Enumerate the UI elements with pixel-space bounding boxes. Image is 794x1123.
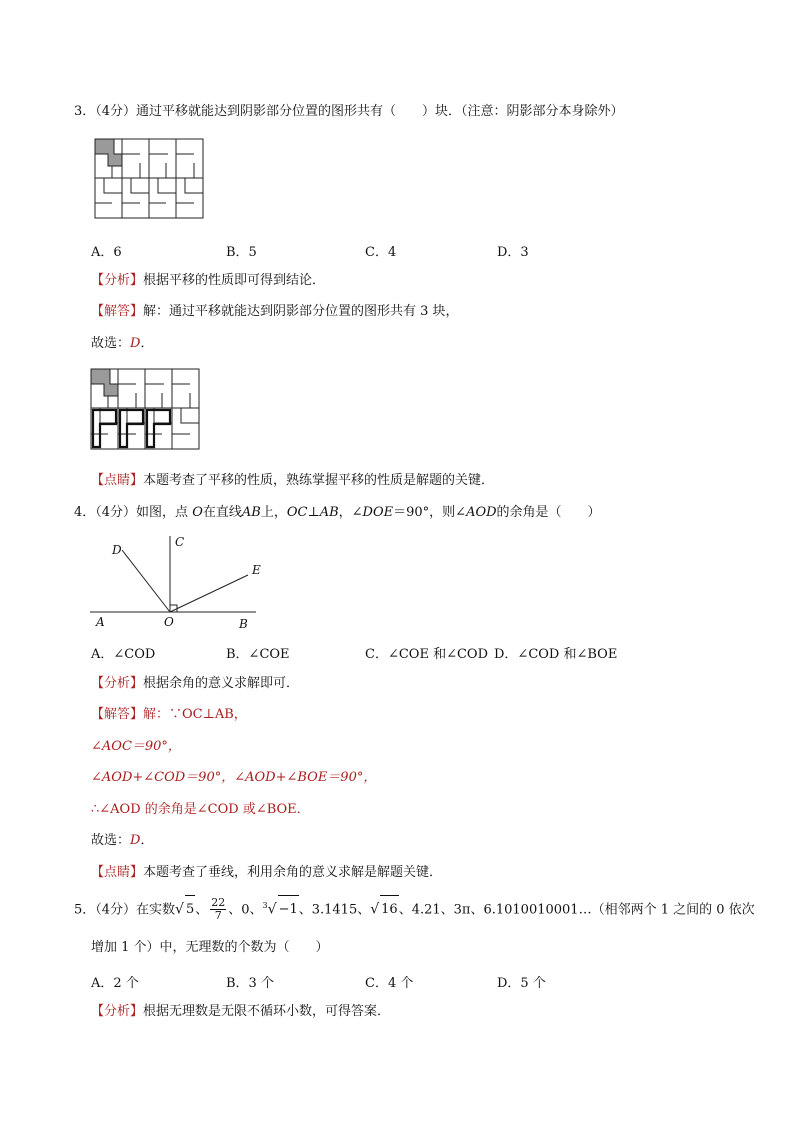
label-d: D [112, 543, 122, 557]
cbrt-index: 3 [262, 901, 268, 910]
q4-answer-line-3: ∠AOD+∠COD＝90°，∠AOD+∠BOE＝90°， [91, 770, 377, 785]
answer-tag: 【解答】 [91, 304, 144, 319]
q4-option-b: B．∠COE [226, 647, 290, 662]
fraction-22-7: $\frac{22}{7}$ [211, 896, 226, 923]
q3-analysis [91, 272, 325, 290]
q4-analysis [91, 675, 299, 693]
q4-answer-line-4: ∴∠AOD 的余角是∠COD 或∠BOE． [91, 802, 310, 817]
q3-figure-puzzle [94, 138, 206, 220]
analysis-tag: 【分析】 [91, 676, 144, 691]
comment-text: 本题考查了平移的性质，熟练掌握平移的性质是解题的关键． [143, 473, 495, 488]
q4-stem: 4．（4分）如图，点 O在直线AB上，OC⊥AB，∠DOE＝90°，则∠AOD的余角是（ ） [74, 505, 601, 520]
q3-figure-solution [90, 368, 202, 453]
q3-comment [91, 472, 494, 490]
analysis-text: 根据无理数是无限不循环小数，可得答案． [143, 1004, 391, 1019]
q4-figure-angles [88, 530, 268, 630]
q5-analysis [91, 1003, 390, 1021]
q4-option-a: A．∠COD [91, 647, 156, 662]
sqrt-5: 5 [185, 895, 195, 924]
analysis-text: 根据平移的性质即可得到结论． [143, 273, 326, 288]
label-o: O [164, 615, 174, 629]
answer-tag: 【解答】 [91, 707, 144, 722]
analysis-text: 根据余角的意义求解即可． [143, 676, 300, 691]
q5-stem-line-2: 增加 1 个）中，无理数的个数为（ ） [91, 940, 329, 955]
q5-option-d: D．5 个 [497, 976, 546, 991]
comment-tag: 【点睛】 [91, 473, 144, 488]
label-b: B [239, 617, 248, 631]
q5-option-b: B．3 个 [226, 976, 274, 991]
q3-stem: 3．（4分）通过平移就能达到阴影部分位置的图形共有（ ）块．（注意：阴影部分本身除外） [74, 104, 624, 119]
label-a: A [96, 615, 105, 629]
sqrt-sign: √ [175, 901, 184, 918]
q3-answer [91, 303, 459, 321]
q4-choice: 故选：D． [91, 833, 154, 848]
label-c: C [175, 535, 185, 549]
q5-option-a: A．2 个 [91, 976, 139, 991]
q3-option-d: D．3 [497, 245, 529, 260]
q4-option-c: C．∠COE 和∠COD [365, 647, 488, 662]
cbrt-sign: √ [267, 901, 277, 918]
comment-text: 本题考查了垂线，利用余角的意义求解是解题关键． [143, 865, 443, 880]
q3-option-a: A．6 [91, 245, 122, 260]
q5-stem: 5．（4分）在实数√ 5、 $\frac{22}{7}$ 、0、$^3$√ −1、3.1415、√ 16、4.21、3π、6.1010010001…（相邻两个 1 之间的 0 依次 [74, 896, 755, 923]
answer-line-1: 解：∵OC⊥AB， [143, 707, 247, 722]
q3-option-b: B．5 [226, 245, 257, 260]
choice-letter: D [130, 336, 141, 351]
q5-option-c: C．4 个 [365, 976, 414, 991]
q4-option-d: D．∠COD 和∠BOE [494, 647, 618, 662]
analysis-tag: 【分析】 [91, 273, 144, 288]
q3-choice: 故选：D． [91, 336, 154, 351]
q4-answer-line-2: ∠AOC＝90°， [91, 739, 181, 754]
comment-tag: 【点睛】 [91, 865, 144, 880]
cbrt-arg: −1 [278, 895, 299, 924]
q4-answer [91, 706, 247, 724]
choice-letter: D [130, 833, 141, 848]
sqrt-16: 16 [380, 895, 399, 924]
answer-text: 解：通过平移就能达到阴影部分位置的图形共有 3 块， [143, 304, 459, 319]
label-e: E [252, 563, 261, 577]
q3-option-c: C．4 [365, 245, 397, 260]
q4-comment [91, 864, 442, 882]
analysis-tag: 【分析】 [91, 1004, 144, 1019]
